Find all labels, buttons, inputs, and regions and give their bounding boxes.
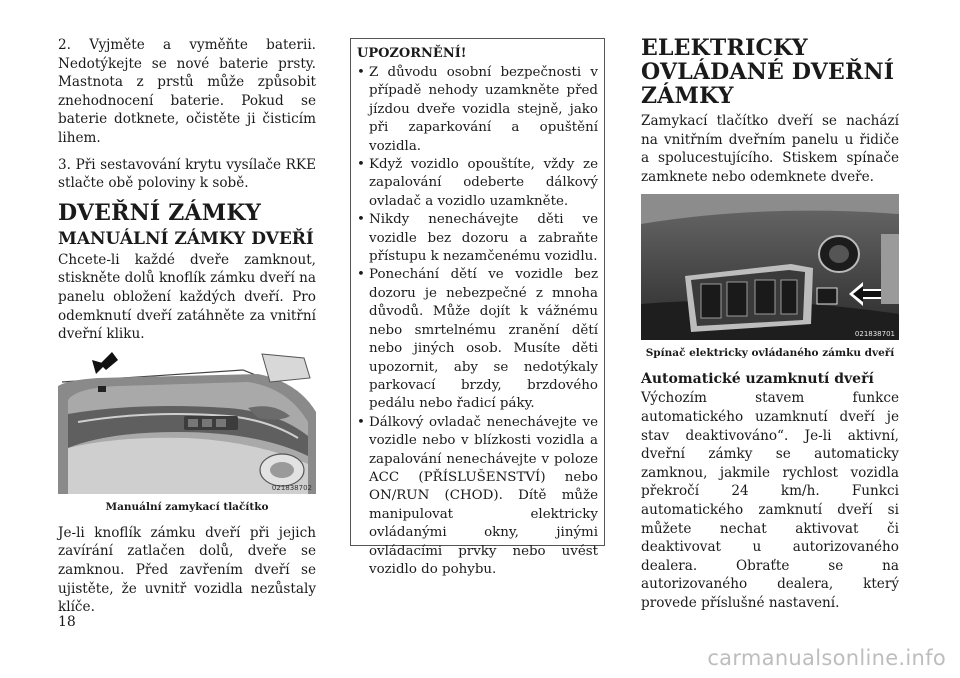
caption-manual-lock: Manuální zamykací tlačítko [105,500,269,513]
door-panel-illustration [58,352,316,494]
warning-title: UPOZORNĚNÍ! [357,46,467,61]
column-right [641,36,899,621]
figure-code: 021838702 [271,483,312,492]
warning-item: • Dálkový ovladač nenechávejte ve vozidle nebo v blízkosti vozidla a zapalování nenechávejte v poloze ACC (PŘÍSLUŠENSTVÍ) nebo ON/RUN (CHOD). Dítě může manipulovat elektricky ovládanými okny, jinými ovládacími prvky nebo uvést vozidlo do pohybu. [357,414,598,577]
column-left [58,36,316,625]
warning-item: • Ponechání dětí ve vozidle bez dozoru je nebezpečné z mnoha důvodů. Může dojít k vážnému nebo smrtelnému zranění dětí nebo jiných osob. Musíte děti upozornit, aby se nedotýkaly parkovací brzdy, brzdového pedálu nebo řadicí páky. [357,267,598,412]
figure-code: 021838701 [854,330,895,339]
heading-door-locks: DVEŘNÍ ZÁMKY [58,199,261,226]
paragraph-battery-replace: 2. Vyjměte a vyměňte baterii. Nedotýkejte se nové baterie prsty. Mastnota z prstů může způsobit znehodnocení baterie. Pokud se baterie dotknete, očistěte ji čisticím lihem. [58,37,316,146]
paragraph-rke-assembly: 3. Při sestavování krytu vysílače RKE stlačte obě poloviny k sobě. [58,156,316,192]
figure-power-lock-switch [641,194,899,340]
bullet-icon: • [357,267,365,283]
bullet-icon: • [357,157,365,173]
switch-panel-photo [641,194,899,340]
paragraph-auto-lock: Výchozím stavem funkce automatického uzamknutí dveří je stav deaktivováno“. Je-li aktivní, dveřní zámky se automaticky zamknou, jakmile rychlost vozidla překročí 24 km/h. Funkci automatického zamknutí dveří si můžete nechat aktivovat či deaktivovat u autorizovaného dealera. Obraťte se na autorizovaného dealera, který provede příslušné nastavení. [641,390,899,611]
warning-item: • Nikdy nenechávejte děti ve vozidle bez dozoru a zabraňte přístupu k nezamčenému vozidlu. [357,212,598,265]
paragraph-lock-closing: Je-li knoflík zámku dveří při jejich zavírání zatlačen dolů, dveře se zamknou. Před zavřením dveří se ujistěte, že uvnitř vozidla nezůstaly klíče. [58,524,316,616]
bullet-icon: • [357,65,365,80]
bullet-icon: • [357,212,365,228]
heading-auto-lock: Automatické uzamknutí dveří [641,371,874,388]
warning-item: • Když vozidlo opouštíte, vždy ze zapalování odeberte dálkový ovladač a vozidlo uzamkněte. [357,157,598,209]
bullet-icon: • [357,414,365,430]
warning-box [350,38,605,577]
watermark-text: carmanualsonline.info [707,646,946,670]
figure-manual-lock-button [58,352,316,494]
warning-item: • Z důvodu osobní bezpečnosti v případě nehody uzamkněte před jízdou dveře vozidla stejně, jako při zaparkování a opuštění vozidla. [357,65,598,154]
caption-power-lock: Spínač elektricky ovládaného zámku dveří [645,347,895,360]
warning-list [357,64,598,579]
heading-manual-door-locks: MANUÁLNÍ ZÁMKY DVEŘÍ [58,228,314,249]
paragraph-manual-locks: Chcete-li každé dveře zamknout, stiskněte dolů knoflík zámku dveří na panelu obložení každých dveří. Pro odemknutí dveří zatáhněte za vnitřní dveřní kliku. [58,251,317,343]
page-number: 18 [58,614,76,630]
heading-power-door-locks: ELEKTRICKY OVLÁDANÉ DVEŘNÍ ZÁMKY [641,35,895,109]
paragraph-power-locks: Zamykací tlačítko dveří se nachází na vnitřním dveřním panelu u řidiče a spolucestujícího. Stiskem spínače zamknete nebo odemknete dveře. [641,113,899,185]
